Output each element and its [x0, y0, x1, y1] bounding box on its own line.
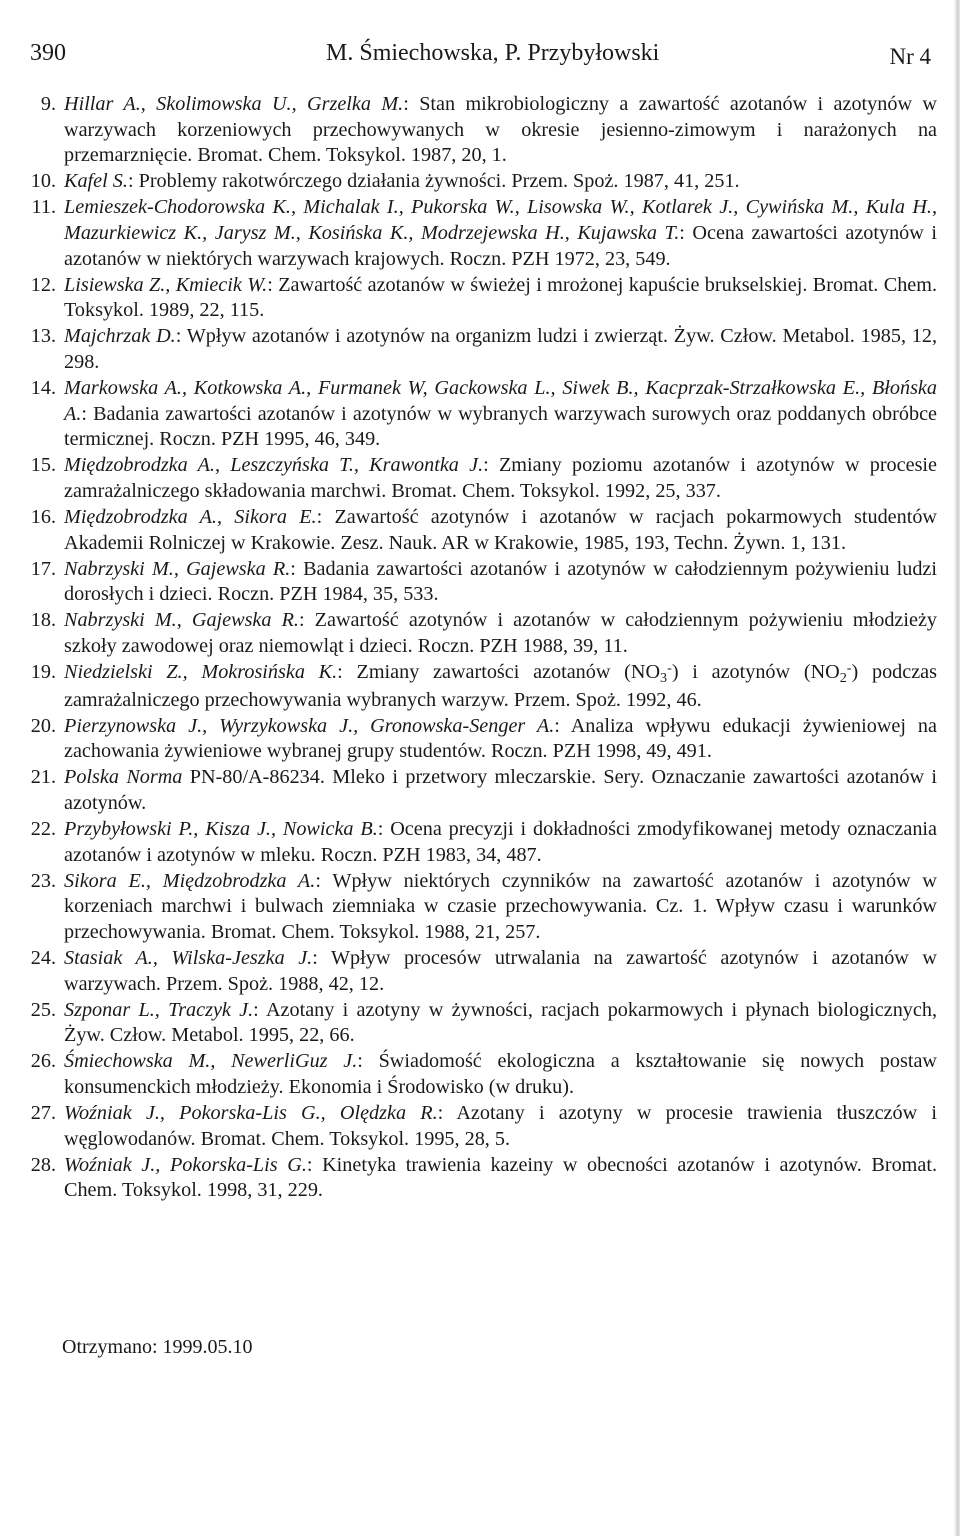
reference-authors: Międzobrodzka A., Sikora E.: [64, 506, 317, 528]
page-header: [30, 36, 935, 72]
reference-number: 13.: [30, 325, 56, 348]
reference-authors: Nabrzyski M., Gajewska R.: [64, 557, 291, 580]
reference-text: : Zawartość azotynów i azotanów w racjach pokarmowych studentów Akademii Rolniczej w Krakowie. Zesz. Nauk. AR w Krakowie, 1985, 193, Techn. Żywn. 1, 131.: [64, 506, 937, 554]
reference-number: 15.: [30, 454, 56, 477]
page-number: 390: [30, 40, 66, 66]
reference-text: : Wpływ azotanów i azotynów na organizm ludzi i zwierząt. Żyw. Człow. Metabol. 1985, 12, 298.: [64, 325, 938, 373]
reference-authors: Polska Norma: [64, 766, 183, 789]
reference-authors: Nabrzyski M., Gajewska R.: [64, 609, 299, 632]
reference-number: 23.: [30, 869, 56, 892]
reference-text: : Badania zawartości azotanów i azotynów w wybranych warzywach surowych oraz poddanych obróbce termicznej. Roczn. PZH 1995, 46, 349.: [64, 402, 937, 451]
reference-authors: Przybyłowski P., Kisza J., Nowicka B.: [64, 818, 378, 841]
reference-text: : Zawartość azotanów w świeżej i mrożonej kapuście brukselskiej. Bromat. Chem. Toksykol. 1989, 22, 115.: [64, 273, 937, 322]
running-title: M. Śmiechowska, P. Przybyłowski: [326, 40, 660, 66]
reference-authors: Markowska A., Kotkowska A., Furmanek W, Gackowska L., Siwek B., Kacprzak-Strzałkowska E., Błońska A.: [64, 377, 937, 425]
reference-text: : Azotany i azotyny w procesie trawienia tłuszczów i węglowodanów. Bromat. Chem. Toksykol. 1995, 28, 5.: [64, 1102, 937, 1150]
reference-authors: Sikora E., Międzobrodzka A.: [64, 869, 316, 892]
reference-item: [22, 557, 937, 608]
reference-item: [22, 660, 937, 713]
reference-item: [22, 505, 937, 556]
reference-authors: Kafel S.: [64, 170, 128, 193]
reference-number: 22.: [30, 818, 56, 841]
reference-text: : Azotany i azotyny w żywności, racjach pokarmowych i płynach biologicznych, Żyw. Człow. Metabol. 1995, 22, 66.: [64, 998, 937, 1047]
reference-authors: Lisiewska Z., Kmiecik W.: [64, 273, 268, 296]
reference-text: ) i azotynów (NO: [671, 661, 840, 684]
reference-text: : Ocena precyzji i dokładności zmodyfikowanej metody oznaczania azotanów i azotynów w mleku. Roczn. PZH 1983, 34, 487.: [64, 818, 937, 866]
superscript: -: [667, 660, 672, 677]
reference-item: [22, 453, 937, 504]
superscript: -: [846, 660, 852, 677]
reference-item: [22, 714, 937, 765]
reference-authors: Międzobrodzka A., Leszczyńska T., Krawontka J.: [64, 454, 484, 477]
reference-number: 21.: [30, 766, 56, 789]
reference-item: [22, 324, 937, 375]
reference-number: 20.: [30, 714, 56, 737]
reference-authors: Śmiechowska M., NewerliGuz J.: [64, 1050, 358, 1073]
reference-list: [22, 92, 937, 1205]
reference-number: 24.: [30, 947, 56, 970]
reference-number: 27.: [30, 1102, 56, 1125]
reference-authors: Majchrzak D.: [64, 325, 176, 348]
reference-text: : Problemy rakotwórczego działania żywności. Przem. Spoż. 1987, 41, 251.: [127, 170, 740, 193]
reference-number: 9.: [40, 93, 56, 115]
reference-authors: Lemieszek-Chodorowska K., Michalak I., Pukorska W., Lisowska W., Kotlarek J., Cywińska M., Kula H., Mazurkiewicz K., Jarysz M., Kosińska K., Modrzejewska H., Kujawska T.: [64, 196, 937, 244]
reference-number: 19.: [30, 661, 56, 684]
reference-text: : Zawartość azotynów i azotanów w całodziennym pożywieniu młodzieży szkoły zawodowej oraz niemowląt i dzieci. Roczn. PZH 1988, 39, 11.: [64, 609, 937, 657]
issue-number: Nr 4: [889, 44, 931, 69]
reference-item: [22, 376, 937, 453]
reference-number: 11.: [31, 196, 56, 219]
reference-number: 17.: [30, 557, 56, 580]
reference-number: 26.: [30, 1050, 56, 1073]
reference-authors: Stasiak A., Wilska-Jeszka J.: [64, 947, 313, 970]
received-date: Otrzymano: 1999.05.10: [62, 1336, 253, 1358]
reference-item: [22, 765, 937, 816]
reference-item: [22, 169, 937, 195]
reference-text: : Analiza wpływu edukacji żywieniowej na zachowania żywieniowe wybranej grupy studentów. Roczn. PZH 1998, 49, 491.: [64, 714, 937, 763]
reference-number: 28.: [30, 1153, 56, 1176]
reference-authors: Pierzynowska J., Wyrzykowska J., Gronowska-Senger A.: [64, 714, 555, 737]
reference-authors: Szponar L., Traczyk J.: [64, 998, 254, 1021]
reference-item: [22, 1153, 937, 1204]
reference-text: : Badania zawartości azotanów i azotynów w całodziennym pożywieniu ludzi dorosłych i dzieci. Roczn. PZH 1984, 35, 533.: [64, 557, 938, 606]
reference-item: [22, 1049, 937, 1100]
reference-item: [22, 817, 937, 868]
reference-text: : Ocena zawartości azotynów i azotanów w niektórych warzywach krajowych. Roczn. PZH 1972, 23, 549.: [64, 221, 937, 270]
reference-text: : Kinetyka trawienia kazeiny w obecności azotanów i azotynów. Bromat. Chem. Toksykol. 1998, 31, 229.: [64, 1153, 937, 1202]
reference-item: [22, 869, 937, 946]
reference-number: 14.: [30, 377, 56, 400]
reference-item: [22, 946, 937, 997]
reference-text: : Wpływ niektórych czynników na zawartość azotanów i azotynów w korzeniach marchwi i bulwach ziemniaka w czasie przechowywania. Cz. 1. Wpływ czasu i warunków przechowywania. Bromat. Chem. Toksykol. 1988, 21, 257.: [64, 869, 938, 943]
reference-number: 12.: [30, 273, 56, 296]
reference-item: [22, 998, 937, 1049]
subscript: 3: [660, 669, 668, 686]
reference-text: : Zmiany zawartości azotanów (NO: [337, 661, 661, 684]
reference-item: [22, 92, 937, 169]
reference-item: [22, 1101, 937, 1152]
reference-authors: Niedzielski Z., Mokrosińska K.: [64, 661, 338, 684]
reference-text: ) podczas zamrażalniczego przechowywania wybranych warzyw. Przem. Spoż. 1992, 46.: [64, 661, 937, 711]
reference-number: 18.: [30, 609, 56, 632]
reference-item: [22, 273, 937, 324]
reference-text: : Świadomość ekologiczna a kształtowanie się nowych postaw konsumenckich młodzieży. Ekonomia i Środowisko (w druku).: [64, 1050, 938, 1099]
reference-authors: Hillar A., Skolimowska U., Grzelka M.: [64, 93, 404, 115]
reference-number: 16.: [30, 506, 56, 528]
reference-number: 25.: [30, 998, 56, 1021]
reference-authors: Woźniak J., Pokorska-Lis G., Olędzka R.: [64, 1102, 438, 1125]
reference-text: PN-80/A-86234. Mleko i przetwory mleczarskie. Sery. Oznaczanie zawartości azotanów i azotynów.: [64, 766, 938, 815]
reference-number: 10.: [30, 170, 56, 193]
reference-text: : Zmiany poziomu azotanów i azotynów w procesie zamrażalniczego składowania marchwi. Bromat. Chem. Toksykol. 1992, 25, 337.: [64, 454, 938, 502]
subscript: 2: [839, 669, 847, 686]
reference-item: [22, 195, 937, 272]
reference-text: : Wpływ procesów utrwalania na zawartość azotynów i azotanów w warzywach. Przem. Spoż. 1988, 42, 12.: [64, 947, 937, 995]
reference-text: : Stan mikrobiologiczny a zawartość azotanów i azotynów w warzywach korzeniowych przechowywanych w okresie jesienno-zimowym i narażonych na przemarznięcie. Bromat. Chem. Toksykol. 1987, 20, 1.: [64, 93, 937, 167]
page-edge-shadow: [954, 0, 960, 1536]
reference-item: [22, 608, 937, 659]
reference-authors: Woźniak J., Pokorska-Lis G.: [64, 1153, 307, 1176]
